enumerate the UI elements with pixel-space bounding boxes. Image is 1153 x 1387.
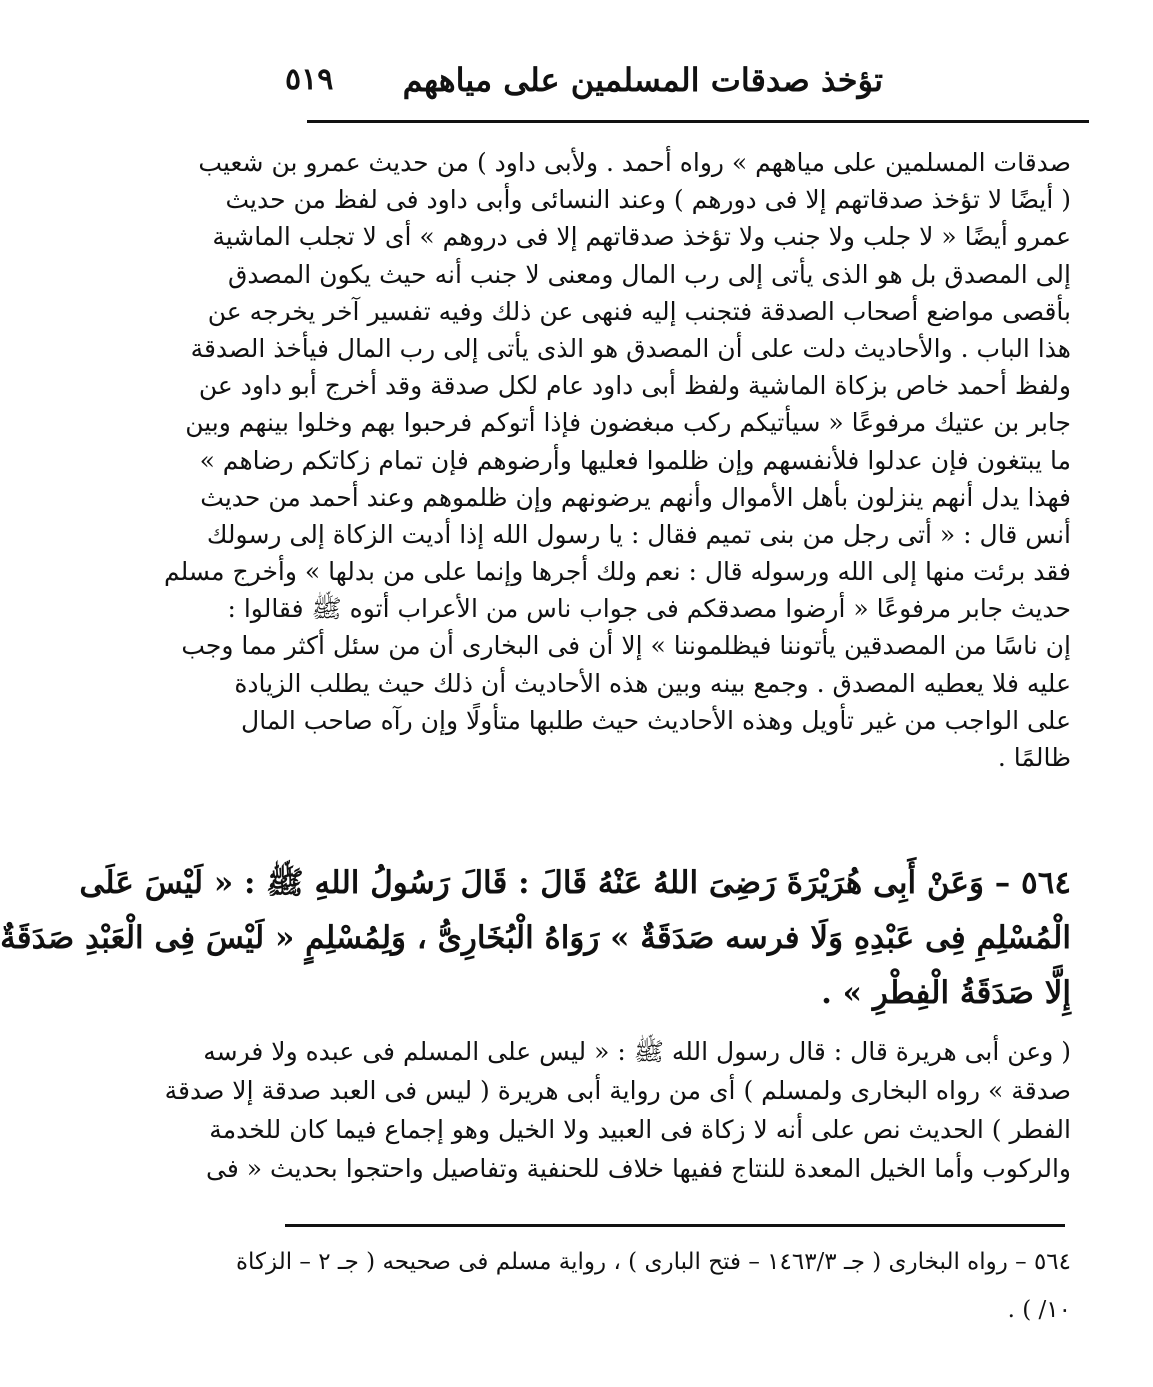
footnote	[236, 1238, 1071, 1334]
running-title: تؤخذ صدقات المسلمين على مياههم	[402, 61, 883, 99]
text-line: عليه فلا يعطيه المصدق . وجمع بينه وبين هذه الأحاديث أن ذلك حيث يطلب الزيادة	[234, 668, 1071, 698]
commentary-paragraph-2	[164, 1032, 1071, 1188]
hadith-line: الْمُسْلِمِ فِى عَبْدِهِ وَلَا فرسه صَدَقَةٌ » رَوَاهُ الْبُخَارِىُّ ، وَلِمُسْلِمٍ « لَيْسَ فِى الْعَبْدِ صَدَقَةٌ	[0, 920, 1071, 956]
hadith-line: ٥٦٤ – وَعَنْ أَبِى هُرَيْرَةَ رَضِىَ اللهُ عَنْهُ قَالَ : قَالَ رَسُولُ اللهِ ﷺ : « لَيْسَ عَلَى	[79, 865, 1071, 901]
text-line: ولفظ أحمد خاص بزكاة الماشية ولفظ أبى داود عام لكل صدقة وقد أخرج أبو داود عن	[198, 371, 1071, 401]
text-line: والركوب وأما الخيل المعدة للنتاج ففيها خلاف للحنفية وتفاصيل واحتجوا بحديث « فى	[206, 1154, 1071, 1183]
text-line: صدقات المسلمين على مياههم » رواه أحمد . ولأبى داود ) من حديث عمرو بن شعيب	[198, 148, 1071, 177]
text-line: ظالمًا .	[997, 743, 1071, 772]
text-line: ( أيضًا لا تؤخذ صدقاتهم إلا فى دورهم ) وعند النسائى وأبى داود فى لفظ من حديث	[225, 185, 1071, 215]
text-line: أنس قال : « أتى رجل من بنى تميم فقال : يا رسول الله إذا أديت الزكاة إلى رسولك	[206, 519, 1071, 549]
text-line: ما يبتغون فإن عدلوا فلأنفسهم وإن ظلموا فعليها وأرضوهم فإن تمام زكاتكم رضاهم »	[199, 445, 1071, 475]
page-header	[283, 52, 1083, 102]
text-line: حديث جابر مرفوعًا « أرضوا مصدقكم فى جواب ناس من الأعراب أتوه ﷺ فقالوا :	[227, 594, 1071, 624]
text-line: على الواجب من غير تأويل وهذه الأحاديث حيث طلبها متأولًا وإن رآه صاحب المال	[241, 705, 1071, 735]
text-line: صدقة » رواه البخارى ولمسلم ) أى من رواية أبى هريرة ( ليس فى العبد صدقة إلا صدقة	[164, 1076, 1071, 1105]
text-line: بأقصى مواضع أصحاب الصدقة فتجنب إليه فنهى عن ذلك وفيه تفسير آخر يخرجه عن	[207, 296, 1071, 326]
hadith-text	[0, 856, 1071, 1021]
hadith-line: إِلَّا صَدَقَةُ الْفِطْرِ » .	[821, 975, 1071, 1011]
text-line: الفطر ) الحديث نص على أنه لا زكاة فى العبيد ولا الخيل وهو إجماع فيما كان للخدمة	[209, 1115, 1071, 1144]
commentary-paragraph-1	[163, 144, 1071, 776]
text-line: هذا الباب . والأحاديث دلت على أن المصدق هو الذى يأتى إلى رب المال فيأخذ الصدقة	[190, 333, 1071, 363]
footnote-rule	[285, 1224, 1065, 1227]
text-line: إن ناسًا من المصدقين يأتوننا فيظلموننا » إلا أن فى البخارى أن من سئل أكثر مما وجب	[181, 631, 1071, 661]
footnote-line: ٥٦٤ – رواه البخارى ( جـ ١٤٦٣/٣ – فتح البارى ) ، رواية مسلم فى صحيحه ( جـ ٢ – الزكاة	[236, 1249, 1071, 1275]
header-rule	[307, 120, 1089, 123]
text-line: إلى المصدق بل هو الذى يأتى إلى رب المال ومعنى لا جنب أنه حيث يكون المصدق	[227, 259, 1071, 289]
text-line: ( وعن أبى هريرة قال : قال رسول الله ﷺ : « ليس على المسلم فى عبده ولا فرسه	[203, 1037, 1071, 1066]
page-number: ٥١٩	[285, 62, 334, 97]
text-line: فهذا يدل أنهم ينزلون بأهل الأموال وأنهم يرضونهم وإن ظلموهم وعند أحمد من حديث	[200, 482, 1071, 512]
text-line: عمرو أيضًا « لا جلب ولا جنب ولا تؤخذ صدقاتهم إلا فى دروهم » أى لا تجلب الماشية	[212, 222, 1071, 252]
text-line: فقد برئت منها إلى الله ورسوله قال : نعم ولك أجرها وإنما على من بدلها » وأخرج مسلم	[163, 557, 1071, 587]
text-line: جابر بن عتيك مرفوعًا « سيأتيكم ركب مبغضون فإذا أتوكم فرحبوا بهم وخلوا بينهم وبين	[185, 408, 1071, 438]
footnote-line: ١٠/ ) .	[1007, 1297, 1071, 1323]
